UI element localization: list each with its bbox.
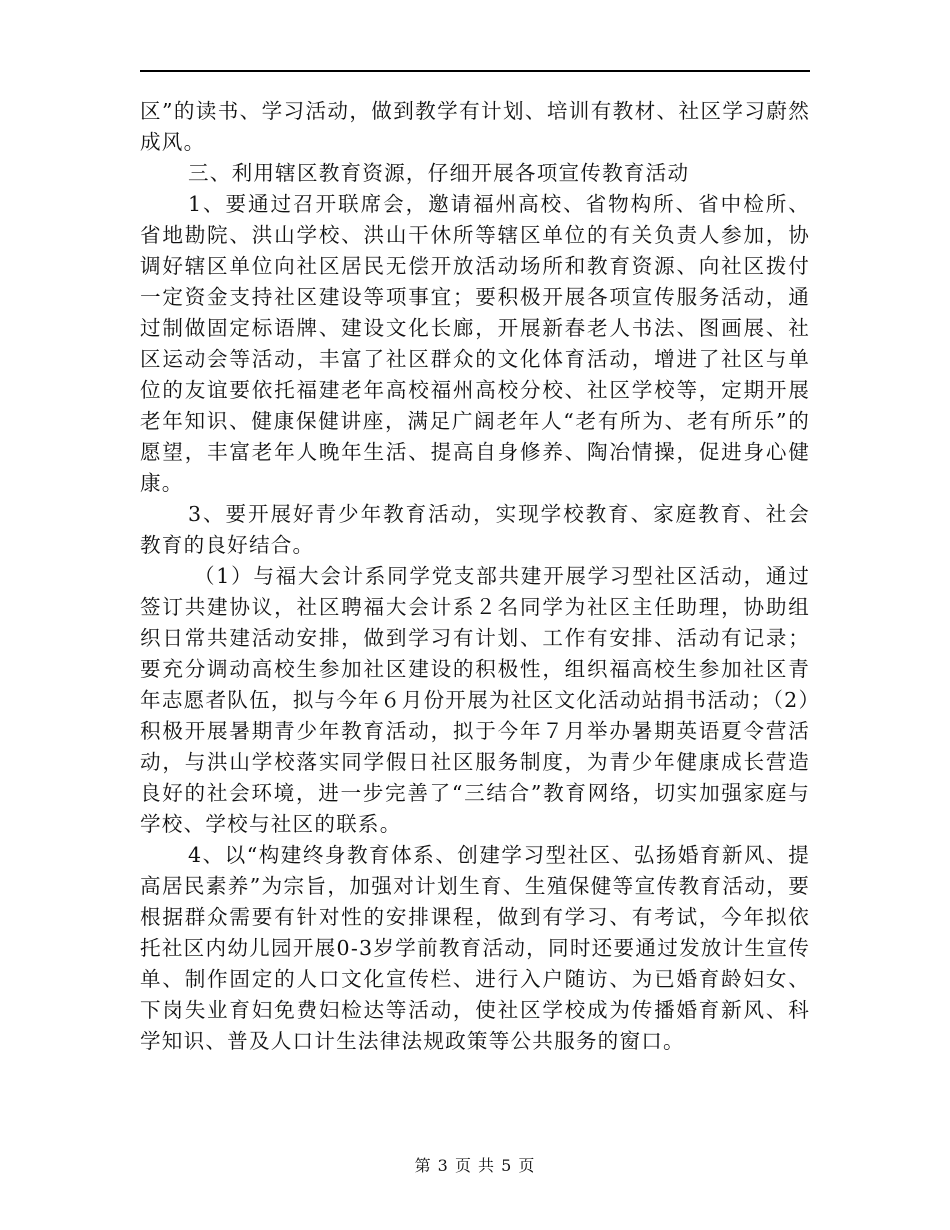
paragraph-item-3: 3、要开展好青少年教育活动，实现学校教育、家庭教育、社会教育的良好结合。 [140,502,810,557]
paragraph-item-4: 4、以“构建终身教育体系、创建学习型社区、弘扬婚育新风、提高居民素养”为宗旨，加强对计划生育、生殖保健等宣传教育活动，要根据群众需要有针对性的安排课程，做到有学习、有考试，今年拟依托社区内幼儿园开展0-3岁学前教育活动，同时还要通过发放计生宣传单、制作固定的人口文化宣传栏、进行入户随访、为已婚育龄妇女、下岗失业育妇免费妇检达等活动，使社区学校成为传播婚育新风、科学知识、普及人口计生法律法规政策等公共服务的窗口。 [140,843,810,1053]
paragraph-subitem: （1）与福大会计系同学党支部共建开展学习型社区活动，通过签订共建协议，社区聘福大会计系２名同学为社区主任助理，协助组织日常共建活动安排，做到学习有计划、工作有安排、活动有记录；要充分调动高校生参加社区建设的积极性，组织福高校生参加社区青年志愿者队伍，拟与今年６月份开展为社区文化活动站捐书活动；（2）积极开展暑期青少年教育活动，拟于今年７月举办暑期英语夏令营活动，与洪山学校落实同学假日社区服务制度，为青少年健康成长营造良好的社会环境，进一步完善了“三结合”教育网络，切实加强家庭与学校、学校与社区的联系。 [140,564,810,836]
page-number: 第 3 页 共 5 页 [414,1156,536,1175]
section-heading: 三、利用辖区教育资源，仔细开展各项宣传教育活动 [188,161,690,185]
document-body [140,96,810,1057]
header-rule [140,70,810,72]
paragraph-continuation: 区”的读书、学习活动，做到教学有计划、培训有教材、社区学习蔚然成风。 [140,99,810,154]
paragraph-item-1: 1、要通过召开联席会，邀请福州高校、省物构所、省中检所、省地勘院、洪山学校、洪山干休所等辖区单位的有关负责人参加，协调好辖区单位向社区居民无偿开放活动场所和教育资源、向社区拨付一定资金支持社区建设等项事宜；要积极开展各项宣传服务活动，通过制做固定标语牌、建设文化长廊，开展新春老人书法、图画展、社区运动会等活动，丰富了社区群众的文化体育活动，增进了社区与单位的友谊要依托福建老年高校福州高校分校、社区学校等，定期开展老年知识、健康保健讲座，满足广阔老年人“老有所为、老有所乐”的愿望，丰富老年人晚年生活、提高自身修养、陶冶情操，促进身心健康。 [140,192,810,495]
